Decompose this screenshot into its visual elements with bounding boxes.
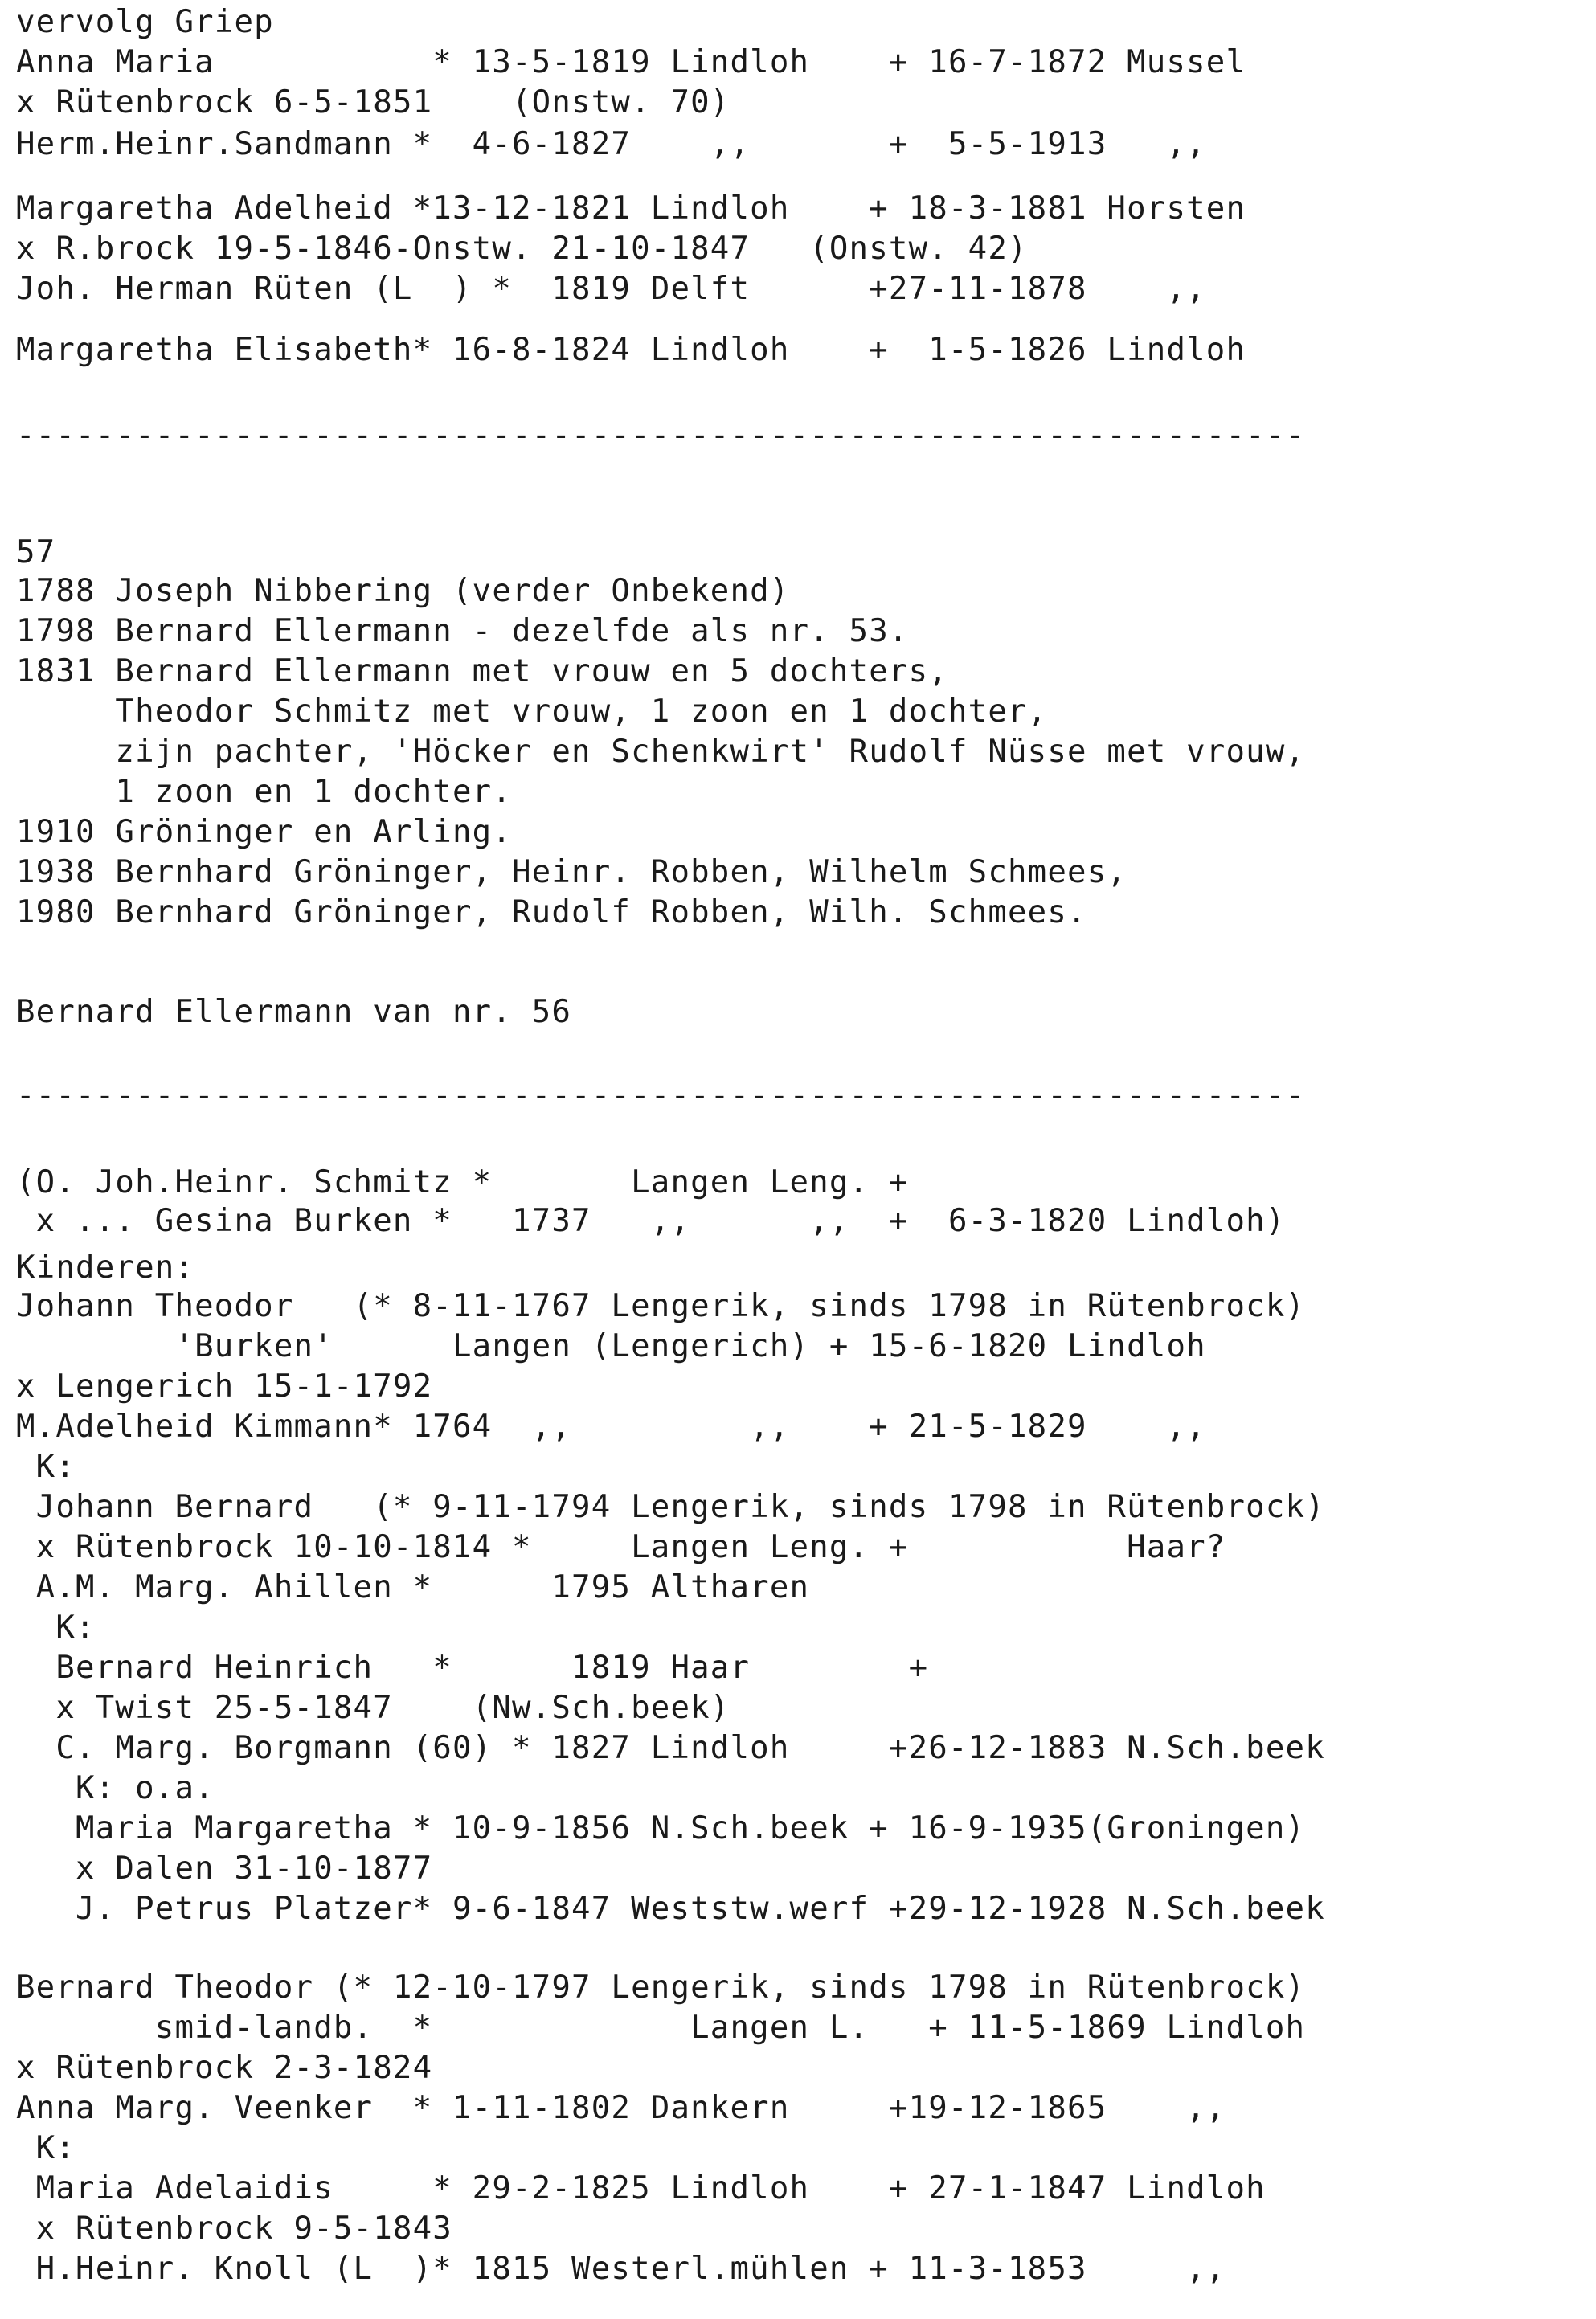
document-page xyxy=(16,0,1583,2319)
text-line: C. Marg. Borgmann (60) * 1827 Lindloh +26-12-1883 N.Sch.beek xyxy=(16,1730,1325,1766)
text-line: 57 xyxy=(16,534,56,571)
text-line: x Rütenbrock 9-5-1843 xyxy=(16,2211,452,2247)
text-line: x R.brock 19-5-1846-Onstw. 21-10-1847 (Onstw. 42) xyxy=(16,231,1028,267)
text-line: 1798 Bernard Ellermann - dezelfde als nr. 53. xyxy=(16,613,909,649)
text-line: (O. Joh.Heinr. Schmitz * Langen Leng. + xyxy=(16,1164,909,1200)
text-line: Bernard Heinrich * 1819 Haar + xyxy=(16,1650,929,1686)
text-line: M.Adelheid Kimmann* 1764 ,, ,, + 21-5-1829 ,, xyxy=(16,1409,1206,1445)
text-line: Johann Bernard (* 9-11-1794 Lengerik, sinds 1798 in Rütenbrock) xyxy=(16,1489,1325,1525)
text-line: x Lengerich 15-1-1792 xyxy=(16,1368,433,1405)
text-line: x Rütenbrock 10-10-1814 * Langen Leng. + Haar? xyxy=(16,1529,1226,1565)
separator-line: ----------------------------------------------------------------- xyxy=(16,417,1306,453)
text-line: K: xyxy=(16,1609,96,1646)
text-line: 'Burken' Langen (Lengerich) + 15-6-1820 Lindloh xyxy=(16,1328,1206,1364)
text-line: zijn pachter, 'Höcker en Schenkwirt' Rudolf Nüsse met vrouw, xyxy=(16,734,1306,770)
text-line: Herm.Heinr.Sandmann * 4-6-1827 ,, + 5-5-1913 ,, xyxy=(16,126,1206,162)
text-line: K: o.a. xyxy=(16,1770,215,1806)
text-line: Bernard Ellermann van nr. 56 xyxy=(16,994,572,1030)
text-line: Maria Margaretha * 10-9-1856 N.Sch.beek + 16-9-1935(Groningen) xyxy=(16,1810,1306,1847)
text-line: Anna Maria * 13-5-1819 Lindloh + 16-7-1872 Mussel xyxy=(16,44,1246,80)
text-line: smid-landb. * Langen L. + 11-5-1869 Lindloh xyxy=(16,2010,1306,2046)
text-line: 1938 Bernhard Gröninger, Heinr. Robben, Wilhelm Schmees, xyxy=(16,854,1127,890)
text-line: x Rütenbrock 2-3-1824 xyxy=(16,2050,433,2086)
text-line: 1980 Bernhard Gröninger, Rudolf Robben, Wilh. Schmees. xyxy=(16,894,1087,930)
text-line: 1788 Joseph Nibbering (verder Onbekend) xyxy=(16,573,790,609)
text-line: 1910 Gröninger en Arling. xyxy=(16,814,512,850)
text-line: A.M. Marg. Ahillen * 1795 Altharen xyxy=(16,1569,810,1605)
text-line: Anna Marg. Veenker * 1-11-1802 Dankern +19-12-1865 ,, xyxy=(16,2090,1226,2126)
text-line: vervolg Griep xyxy=(16,4,274,40)
text-line: x Twist 25-5-1847 (Nw.Sch.beek) xyxy=(16,1690,730,1726)
text-line: x Dalen 31-10-1877 xyxy=(16,1851,433,1887)
text-line: Kinderen: xyxy=(16,1249,195,1286)
text-line: Joh. Herman Rüten (L ) * 1819 Delft +27-11-1878 ,, xyxy=(16,271,1206,307)
text-line: x Rütenbrock 6-5-1851 (Onstw. 70) xyxy=(16,84,730,121)
text-line: 1 zoon en 1 dochter. xyxy=(16,774,512,810)
separator-line: ----------------------------------------------------------------- xyxy=(16,1078,1306,1114)
text-line: Theodor Schmitz met vrouw, 1 zoon en 1 dochter, xyxy=(16,693,1048,730)
text-line: H.Heinr. Knoll (L )* 1815 Westerl.mühlen + 11-3-1853 ,, xyxy=(16,2251,1226,2287)
text-line: Margaretha Adelheid *13-12-1821 Lindloh + 18-3-1881 Horsten xyxy=(16,190,1246,227)
text-line: K: xyxy=(16,2130,76,2166)
text-line: Maria Adelaidis * 29-2-1825 Lindloh + 27-1-1847 Lindloh xyxy=(16,2170,1266,2207)
text-line: K: xyxy=(16,1449,76,1485)
text-line: Margaretha Elisabeth* 16-8-1824 Lindloh + 1-5-1826 Lindloh xyxy=(16,332,1246,368)
text-line: Bernard Theodor (* 12-10-1797 Lengerik, sinds 1798 in Rütenbrock) xyxy=(16,1969,1306,2006)
text-line: 1831 Bernard Ellermann met vrouw en 5 dochters, xyxy=(16,653,948,689)
text-line: Johann Theodor (* 8-11-1767 Lengerik, sinds 1798 in Rütenbrock) xyxy=(16,1288,1306,1324)
text-line: x ... Gesina Burken * 1737 ,, ,, + 6-3-1820 Lindloh) xyxy=(16,1203,1286,1239)
text-line: J. Petrus Platzer* 9-6-1847 Weststw.werf +29-12-1928 N.Sch.beek xyxy=(16,1891,1325,1927)
